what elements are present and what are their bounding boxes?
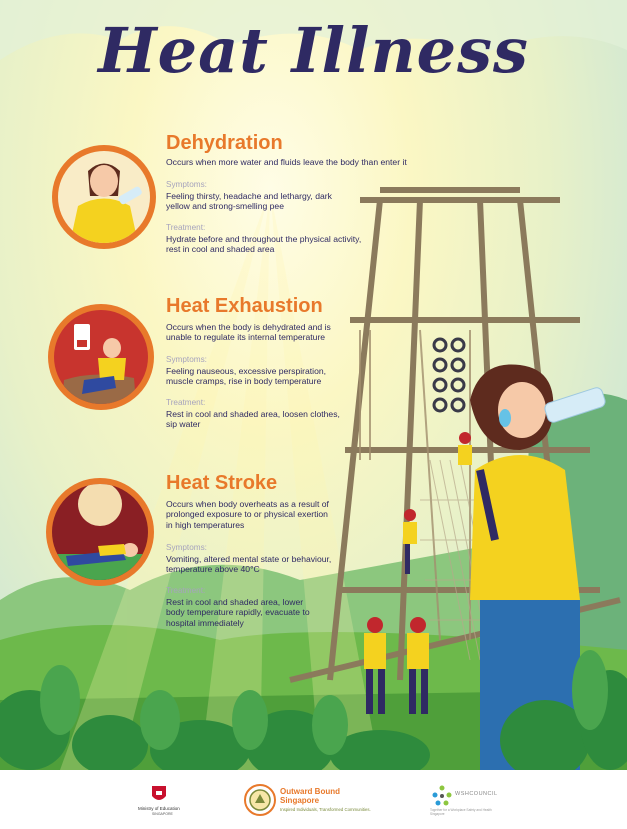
symptoms-line: muscle cramps, rise in body temperature — [166, 376, 322, 387]
wsh-council-tagline: Together for a Workplace Safety and Health Singapore — [430, 808, 492, 816]
heat-exhaustion-symptoms — [166, 366, 326, 387]
description-line: in high temperatures — [166, 519, 245, 530]
symptoms-line: yellow and strong-smelling pee — [166, 201, 284, 212]
moe-name: Ministry of Education — [138, 806, 180, 811]
wsh-council-logo-icon — [430, 784, 454, 808]
wsh-council-name: WSHCOUNCIL — [455, 791, 498, 797]
treatment-line: Rest in cool and shaded area, loosen clothes, — [166, 409, 340, 419]
heat-stroke-treatment — [166, 597, 310, 628]
page-title: Heat Illness — [98, 14, 529, 87]
dehydration-illustration — [52, 145, 156, 249]
treatment-line: Hydrate before and throughout the physical activity, — [166, 234, 362, 244]
dehydration-symptoms — [166, 191, 332, 212]
section-heading-dehydration: Dehydration — [166, 132, 283, 154]
symptoms-line: Feeling thirsty, headache and lethargy, dark — [166, 191, 332, 201]
treatment-line: hospital immediately — [166, 617, 244, 628]
description-line: Occurs when the body is dehydrated and is — [166, 322, 331, 332]
dehydration-description: Occurs when more water and fluids leave the body than enter it — [166, 157, 407, 167]
symptoms-line: Feeling nauseous, excessive perspiration, — [166, 366, 327, 376]
section-heading-heat-stroke: Heat Stroke — [166, 472, 278, 494]
moe-crest-icon — [150, 784, 168, 804]
moe-country: SINGAPORE — [152, 812, 173, 816]
dehydration-treatment-label: Treatment: — [166, 223, 206, 232]
heat-stroke-illustration — [46, 478, 154, 586]
heat-stroke-symptoms-label: Symptoms: — [166, 543, 207, 552]
treatment-line: sip water — [166, 419, 201, 430]
heat-exhaustion-illustration — [48, 304, 154, 410]
treatment-line: body temperature rapidly, evacuate to — [166, 607, 310, 618]
description-line: unable to regulate its internal temperature — [166, 332, 326, 343]
heat-exhaustion-symptoms-label: Symptoms: — [166, 355, 207, 364]
heat-stroke-description — [166, 499, 329, 530]
heat-exhaustion-treatment — [166, 409, 340, 430]
symptoms-line: Vomiting, altered mental state or behaviour, — [166, 554, 332, 564]
dehydration-symptoms-label: Symptoms: — [166, 180, 207, 189]
heat-exhaustion-treatment-label: Treatment: — [166, 398, 206, 407]
description-line: Occurs when body overheats as a result of — [166, 499, 329, 509]
dehydration-treatment — [166, 234, 361, 255]
section-heading-heat-exhaustion: Heat Exhaustion — [166, 295, 323, 317]
footer — [0, 770, 627, 829]
heat-exhaustion-description — [166, 322, 331, 343]
treatment-line: rest in cool and shaded area — [166, 244, 275, 255]
heat-stroke-symptoms — [166, 554, 331, 575]
outward-bound-seal-icon — [244, 784, 276, 816]
symptoms-line: temperature above 40°C — [166, 564, 260, 575]
heat-stroke-treatment-label: Treatment: — [166, 586, 206, 595]
outward-bound-tagline: Inspired Individuals, Transformed Communities. — [280, 807, 371, 812]
description-line: prolonged exposure to or physical exertion — [166, 509, 328, 520]
outward-bound-name: Outward Bound — [280, 787, 340, 796]
treatment-line: Rest in cool and shaded area, lower — [166, 597, 304, 607]
outward-bound-country: Singapore — [280, 796, 320, 805]
